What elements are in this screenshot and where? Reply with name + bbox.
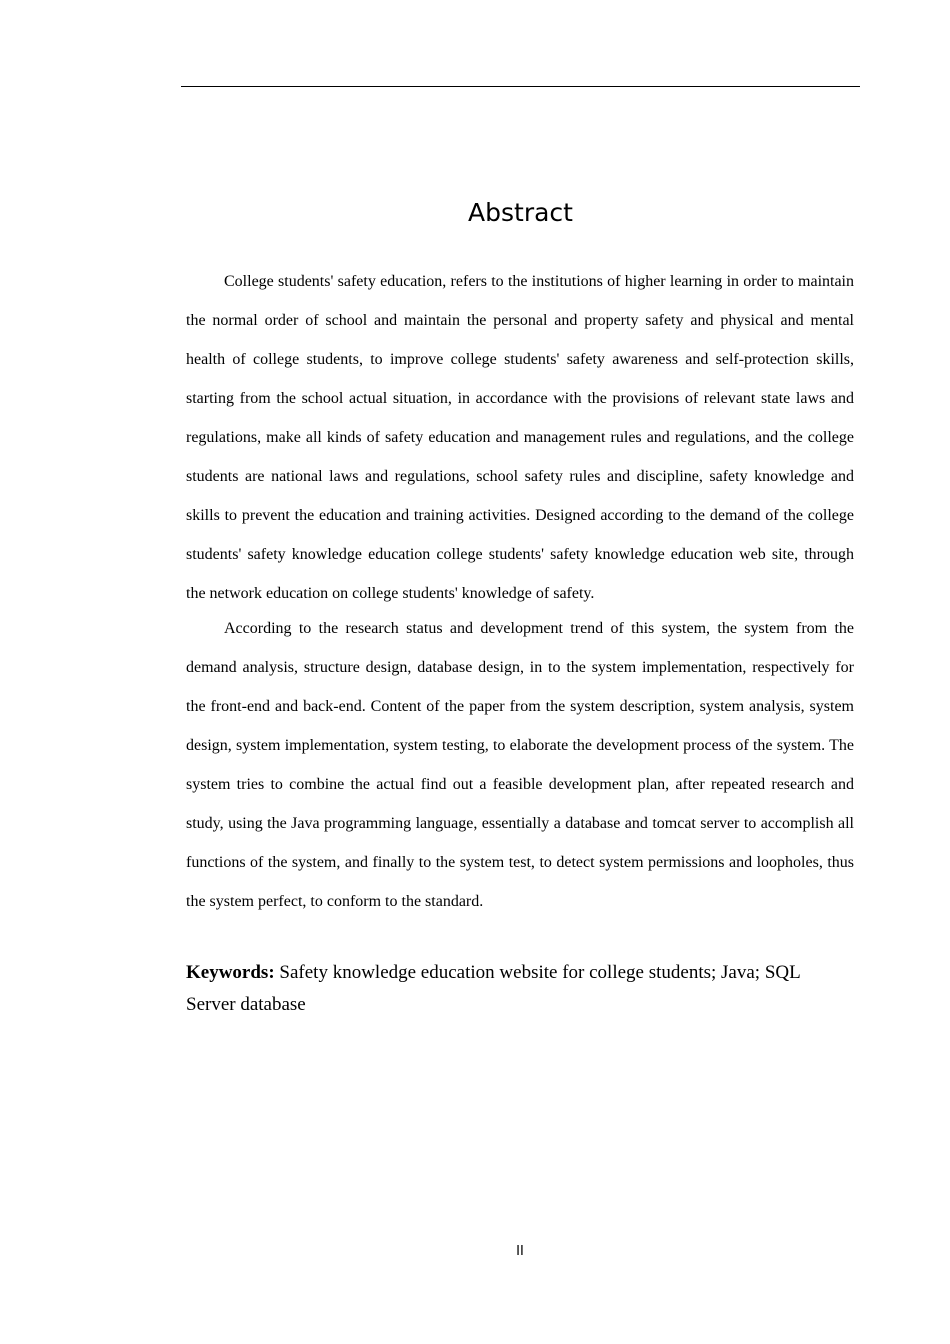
abstract-paragraph-1: College students' safety education, refers to the institutions of higher learning in order to maintain the normal order of school and maintain the personal and property safety and physical and mental health of college students, to improve college students' safety awareness and self-protection skills, starting from the school actual situation, in accordance with the provisions of relevant state laws and regulations, make all kinds of safety education and management rules and regulations, and the college students are national laws and regulations, school safety rules and discipline, safety knowledge and skills to prevent the education and training activities. Designed according to the demand of the college students' safety knowledge education college students' safety knowledge education web site, through the network education on college students' knowledge of safety. <box>186 273 854 602</box>
header-rule <box>181 86 860 87</box>
keywords-label: Keywords: <box>186 962 275 983</box>
abstract-title: Abstract <box>468 198 573 227</box>
page-number: II <box>516 1244 524 1259</box>
keywords-text: Safety knowledge education website for college students; Java; SQL Server database <box>186 962 801 1015</box>
abstract-paragraph-2: According to the research status and development trend of this system, the system from the demand analysis, structure design, database design, in to the system implementation, respectively for the front-end and back-end. Content of the paper from the system description, system analysis, system design, system implementation, system testing, to elaborate the development process of the system. The system tries to combine the actual find out a feasible development plan, after repeated research and study, using the Java programming language, essentially a database and tomcat server to accomplish all functions of the system, and finally to the system test, to detect system permissions and loopholes, thus the system perfect, to conform to the standard. <box>186 620 854 910</box>
keywords-line <box>186 957 854 1021</box>
